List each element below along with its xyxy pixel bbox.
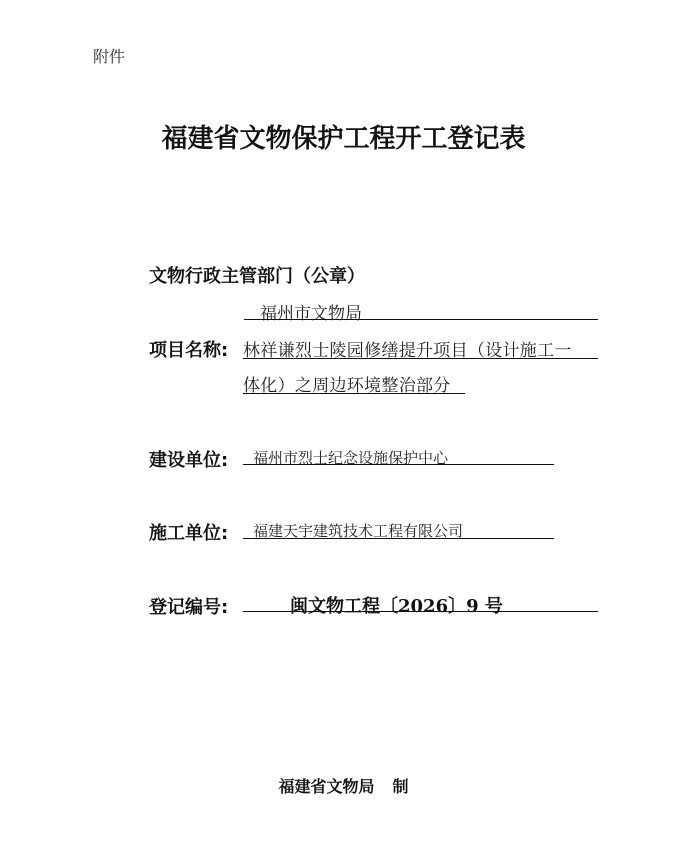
builder-unit-label: 施工单位: xyxy=(149,523,229,544)
project-name-label: 项目名称: xyxy=(149,340,229,361)
registration-number-label: 登记编号: xyxy=(149,597,229,618)
project-name-value-line1: 林祥谦烈士陵园修缮提升项目（设计施工一 xyxy=(243,341,572,361)
project-name-underline-1 xyxy=(243,358,598,359)
registration-number-underline xyxy=(243,611,598,612)
registration-number-value: 闽文物工程〔2026〕9 号 xyxy=(290,596,503,617)
construction-unit-value: 福州市烈士纪念设施保护中心 xyxy=(253,449,449,467)
admin-department-label: 文物行政主管部门（公章） xyxy=(149,266,365,287)
project-name-value-line2: 体化）之周边环境整治部分 xyxy=(243,376,451,396)
page-title: 福建省文物保护工程开工登记表 xyxy=(161,124,526,154)
attachment-label: 附件 xyxy=(93,47,126,66)
project-name-underline-2 xyxy=(243,393,465,394)
footer-suffix: 制 xyxy=(392,777,409,796)
construction-unit-label: 建设单位: xyxy=(149,450,229,471)
construction-unit-underline xyxy=(243,464,554,465)
builder-unit-value: 福建天宇建筑技术工程有限公司 xyxy=(253,522,464,540)
admin-department-underline xyxy=(244,319,598,320)
footer-issuer-name: 福建省文物局 xyxy=(278,777,375,796)
admin-department-value: 福州市文物局 xyxy=(260,304,362,324)
footer-issuer xyxy=(0,774,687,797)
builder-unit-underline xyxy=(243,538,554,539)
